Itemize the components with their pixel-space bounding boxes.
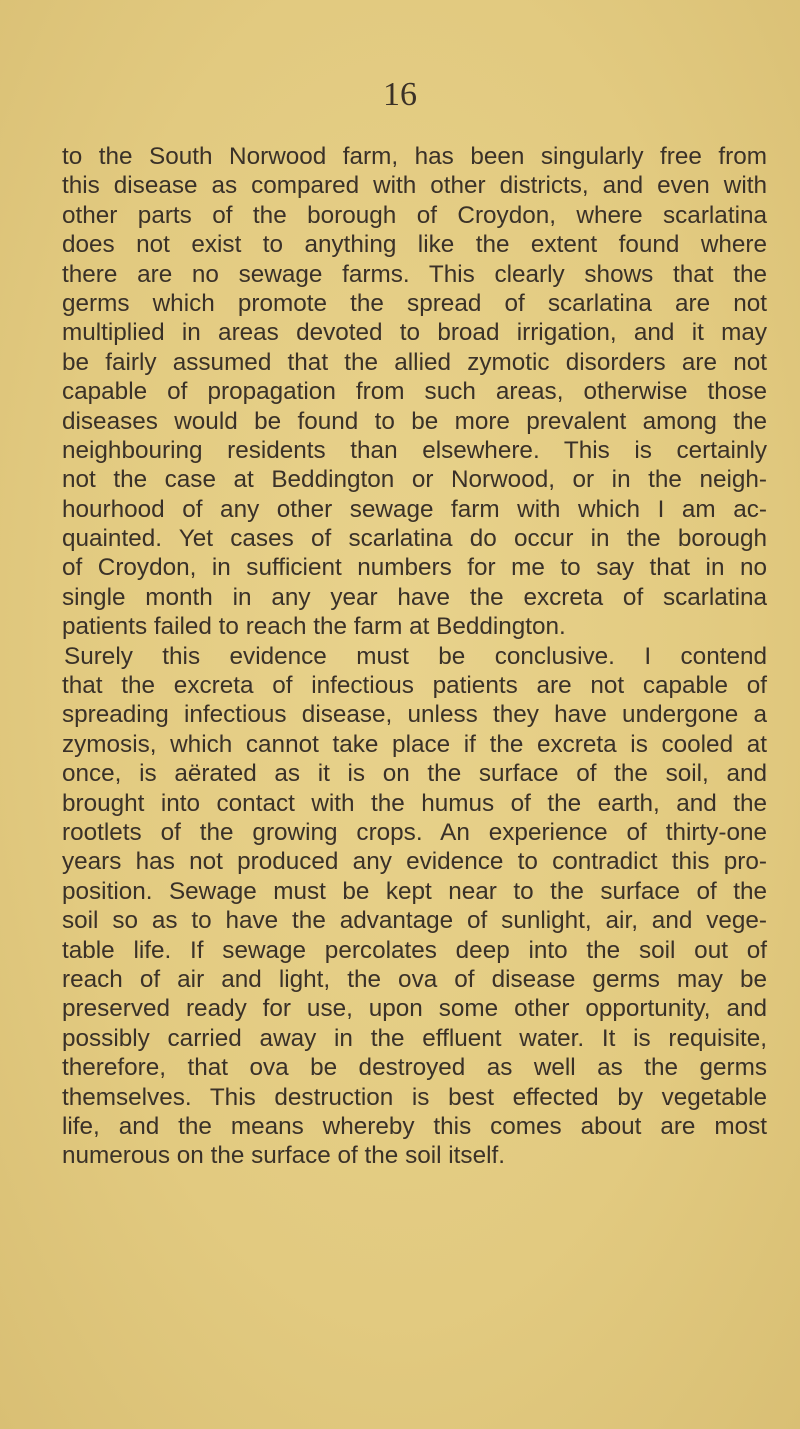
text-line: there are no sewage farms. This clearly shows that the (62, 260, 767, 288)
text-line: table life. If sewage percolates deep into the soil out of (62, 936, 767, 964)
text-line: capable of propagation from such areas, otherwise those (62, 378, 767, 406)
text-line: rootlets of the growing crops. An experience of thirty-one (62, 818, 767, 846)
page-number: 16 (383, 76, 417, 113)
text-line: reach of air and light, the ova of disease germs may be (62, 965, 767, 993)
text-line: that the excreta of infectious patients are not capable of (62, 672, 767, 700)
text-line: soil so as to have the advantage of sunlight, air, and vege- (62, 907, 767, 935)
text-line: preserved ready for use, upon some other opportunity, and (62, 995, 767, 1023)
text-line: not the case at Beddington or Norwood, or in the neigh- (62, 466, 767, 494)
text-line: life, and the means whereby this comes about are most (62, 1112, 767, 1140)
text-line: multiplied in areas devoted to broad irrigation, and it may (62, 319, 767, 347)
text-line: of Croydon, in sufficient numbers for me to say that in no (62, 554, 767, 582)
text-line: quainted. Yet cases of scarlatina do occur in the borough (62, 525, 767, 553)
text-line: themselves. This destruction is best effected by vegetable (62, 1083, 767, 1111)
paragraph-end-line: patients failed to reach the farm at Beddington. (62, 613, 566, 641)
text-line: hourhood of any other sewage farm with which I am ac- (62, 495, 767, 523)
text-line: diseases would be found to be more prevalent among the (62, 407, 767, 435)
text-line: spreading infectious disease, unless they have undergone a (62, 701, 767, 729)
text-line: brought into contact with the humus of the earth, and the (62, 789, 767, 817)
paragraph-end-line: numerous on the surface of the soil itself. (62, 1142, 505, 1170)
text-line: to the South Norwood farm, has been singularly free from (62, 143, 767, 170)
text-line: therefore, that ova be destroyed as well as the germs (62, 1054, 767, 1082)
text-line: once, is aërated as it is on the surface of the soil, and (62, 760, 767, 788)
text-line: years has not produced any evidence to contradict this pro- (62, 848, 767, 876)
text-line: neighbouring residents than elsewhere. This is certainly (62, 436, 767, 464)
paragraph-start-line: Surely this evidence must be conclusive. I contend (64, 642, 767, 670)
text-line: position. Sewage must be kept near to the surface of the (62, 877, 767, 905)
text-line: this disease as compared with other districts, and even with (62, 172, 767, 200)
text-line: germs which promote the spread of scarlatina are not (62, 289, 767, 317)
body-text (62, 142, 767, 1171)
text-line: other parts of the borough of Croydon, where scarlatina (62, 201, 767, 229)
text-line: be fairly assumed that the allied zymotic disorders are not (62, 348, 767, 376)
text-line: possibly carried away in the effluent water. It is requisite, (62, 1024, 767, 1052)
text-line: single month in any year have the excreta of scarlatina (62, 583, 767, 611)
text-line: zymosis, which cannot take place if the excreta is cooled at (62, 730, 767, 758)
text-line: does not exist to anything like the extent found where (62, 231, 767, 259)
